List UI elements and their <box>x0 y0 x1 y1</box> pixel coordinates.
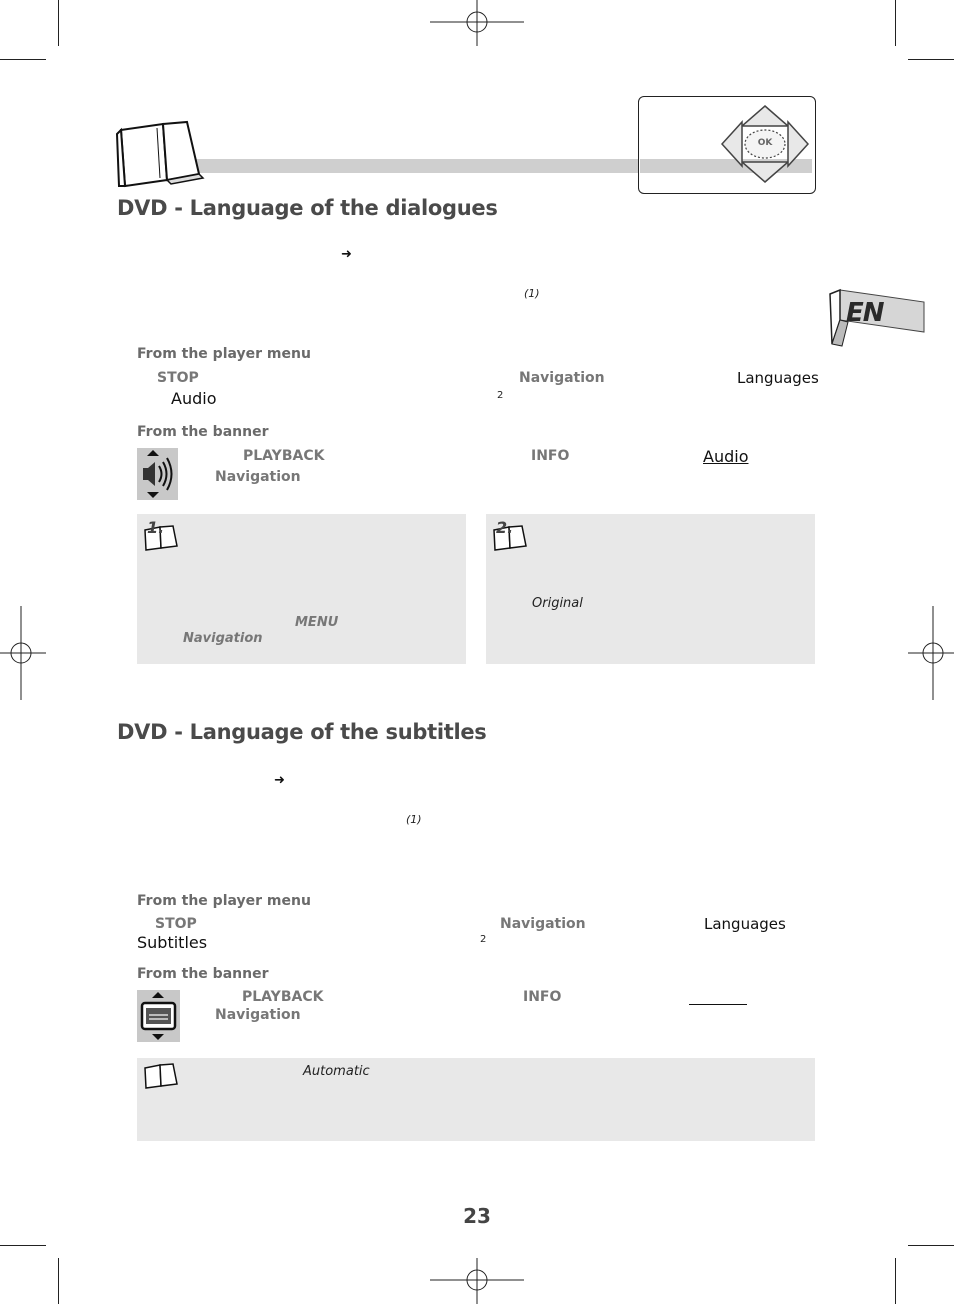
crop-mark <box>0 1245 46 1246</box>
crop-mark <box>908 1245 954 1246</box>
superscript-2: 2 <box>497 390 504 401</box>
player-menu-heading: From the player menu <box>137 893 311 909</box>
registration-mark-left <box>0 606 46 700</box>
subtitles-banner-icon <box>137 990 180 1042</box>
audio-banner-icon <box>137 448 178 500</box>
crop-mark <box>908 59 954 60</box>
banner-heading: From the banner <box>137 424 269 440</box>
note-box-1 <box>137 514 466 664</box>
playback-keyword: PLAYBACK <box>243 448 325 464</box>
superscript-2: 2 <box>480 934 487 945</box>
info-keyword: INFO <box>531 448 570 464</box>
registration-mark-right <box>908 606 954 700</box>
footnote-ref: (1) <box>406 813 422 826</box>
stop-keyword: STOP <box>155 916 197 932</box>
languages-label: Languages <box>704 915 786 933</box>
arrow-icon: ➜ <box>274 773 285 788</box>
crop-mark <box>895 0 896 46</box>
note-navigation-keyword: Navigation <box>183 631 263 646</box>
playback-keyword: PLAYBACK <box>242 989 324 1005</box>
section-title-subtitles: DVD - Language of the subtitles <box>117 720 487 744</box>
note-number: 1. <box>147 518 165 537</box>
open-book-icon <box>113 120 205 188</box>
subtitles-link-underline <box>689 1004 747 1005</box>
section-title-dialogues: DVD - Language of the dialogues <box>117 196 498 220</box>
navigation-keyword: Navigation <box>500 916 586 932</box>
crop-mark <box>58 0 59 46</box>
note-number: 2. <box>496 518 514 537</box>
note-box-3 <box>137 1058 815 1141</box>
crop-mark <box>895 1258 896 1304</box>
stop-keyword: STOP <box>157 370 199 386</box>
footnote-ref: (1) <box>524 287 540 300</box>
menu-keyword: MENU <box>295 615 339 630</box>
crop-mark <box>58 1258 59 1304</box>
audio-link: Audio <box>703 447 749 466</box>
audio-label: Audio <box>171 389 217 408</box>
info-keyword: INFO <box>523 989 562 1005</box>
banner-navigation-keyword: Navigation <box>215 1007 301 1023</box>
player-menu-heading: From the player menu <box>137 346 311 362</box>
note-box-2 <box>486 514 815 664</box>
note-book-icon <box>143 1062 179 1090</box>
registration-mark-top <box>430 0 524 46</box>
subtitles-label: Subtitles <box>137 933 208 952</box>
language-tab-label: EN <box>846 298 884 328</box>
crop-mark <box>0 59 46 60</box>
original-label: Original <box>532 596 583 611</box>
navigation-keyword: Navigation <box>519 370 605 386</box>
page-number: 23 <box>463 1204 491 1228</box>
registration-mark-bottom <box>430 1258 524 1304</box>
banner-navigation-keyword: Navigation <box>215 469 301 485</box>
automatic-label: Automatic <box>303 1064 370 1079</box>
languages-label: Languages <box>737 369 819 387</box>
banner-heading: From the banner <box>137 966 269 982</box>
remote-ok-label: OK <box>757 138 773 148</box>
arrow-icon: ➜ <box>341 247 352 262</box>
